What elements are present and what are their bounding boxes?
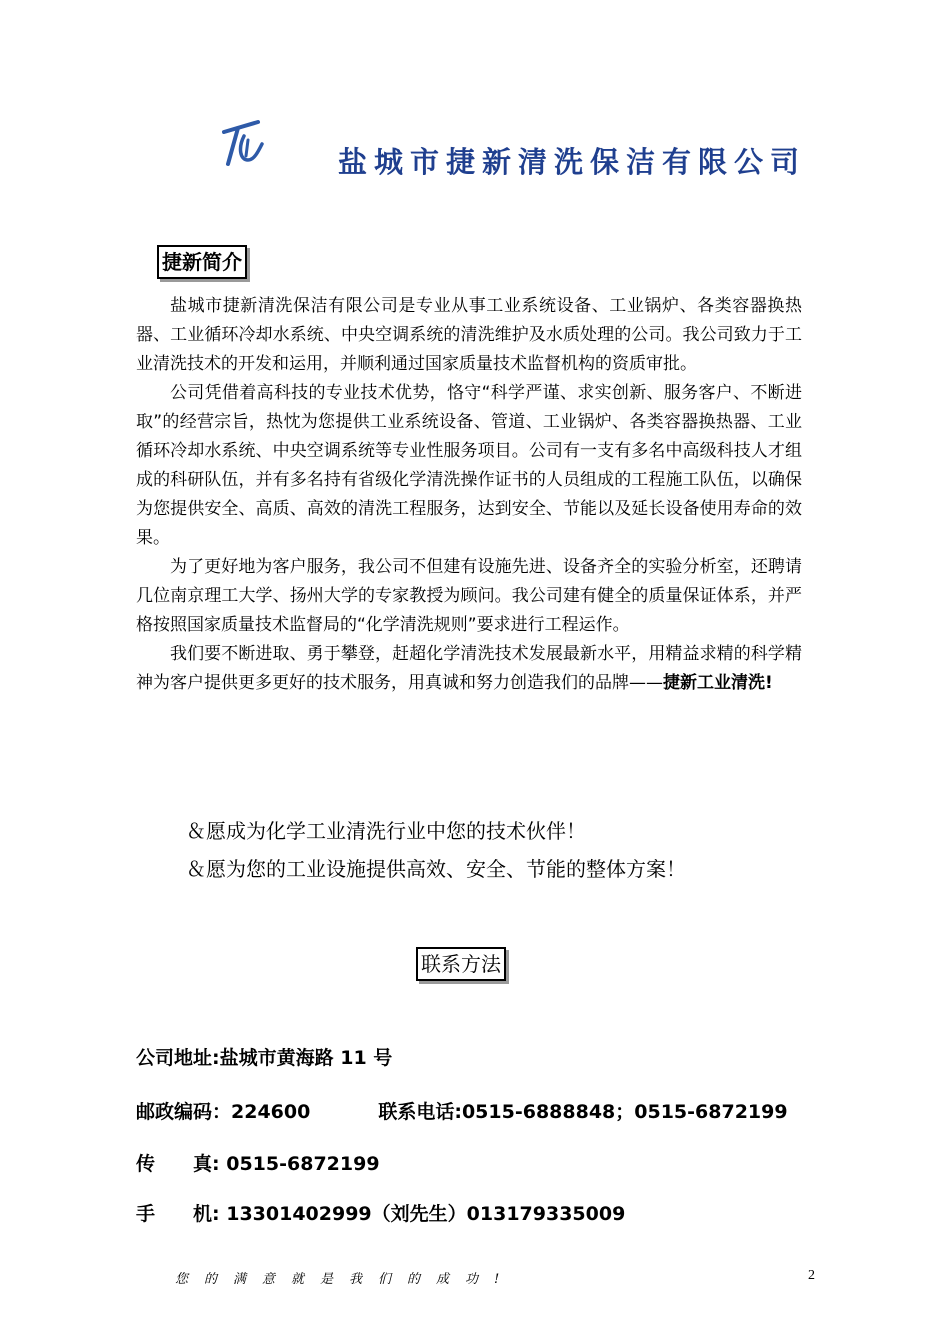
intro-body xyxy=(136,292,802,698)
page-number: 2 xyxy=(808,1268,815,1283)
company-logo-icon xyxy=(218,118,266,170)
address-label: 公司地址: xyxy=(136,1047,220,1069)
intro-paragraph xyxy=(136,640,802,698)
intro-closing-text: 我们要不断进取、勇于攀登，赶超化学清洗技术发展最新水平，用精益求精的科学精神为客户提供更多更好的技术服务，用真诚和努力创造我们的品牌—— xyxy=(136,644,802,693)
mobile-value: 13301402999（刘先生）013179335009 xyxy=(226,1203,626,1225)
intro-paragraph: 为了更好地为客户服务，我公司不但建有设施先进、设备齐全的实验分析室，还聘请几位南京理工大学、扬州大学的专家教授为顾问。我公司建有健全的质量保证体系，并严格按照国家质量技术监督局的“化学清洗规则”要求进行工程运作。 xyxy=(136,557,802,635)
postcode-label: 邮政编码： xyxy=(136,1101,232,1123)
slogan-item: ＆愿成为化学工业清洗行业中您的技术伙伴！ xyxy=(186,819,586,843)
phone-label: 联系电话: xyxy=(378,1101,462,1123)
mobile-row xyxy=(136,1199,625,1226)
footer-motto: 您的满意就是我们的成功! xyxy=(175,1272,516,1287)
contact-heading: 联系方法 xyxy=(416,947,506,981)
page-header xyxy=(218,118,818,188)
intro-heading: 捷新简介 xyxy=(157,245,247,279)
company-name: 盐城市捷新清洗保洁有限公司 xyxy=(338,145,807,179)
address-row xyxy=(136,1043,392,1070)
intro-paragraph: 公司凭借着高科技的专业技术优势，恪守“科学严谨、求实创新、服务客户、不断进取”的经营宗旨，热忱为您提供工业系统设备、管道、工业锅炉、各类容器换热器、工业循环冷却水系统、中央空调系统等专业性服务项目。公司有一支有多名中高级科技人才组成的科研队伍，并有多名持有省级化学清洗操作证书的人员组成的工程施工队伍，以确保为您提供安全、高质、高效的清洗工程服务，达到安全、节能以及延长设备使用寿命的效果。 xyxy=(136,383,802,548)
brand-name: 捷新工业清洗! xyxy=(663,673,773,693)
slogan-item: ＆愿为您的工业设施提供高效、安全、节能的整体方案！ xyxy=(186,857,686,881)
postcode-value: 224600 xyxy=(231,1101,311,1123)
fax-label: 传 真: xyxy=(136,1153,220,1175)
address-value: 盐城市黄海路 11 号 xyxy=(219,1047,393,1069)
fax-row xyxy=(136,1149,380,1176)
intro-paragraph: 盐城市捷新清洗保洁有限公司是专业从事工业系统设备、工业锅炉、各类容器换热器、工业循环冷却水系统、中央空调系统的清洗维护及水质处理的公司。我公司致力于工业清洗技术的开发和运用，并顺利通过国家质量技术监督机构的资质审批。 xyxy=(136,296,802,374)
slogan-list xyxy=(186,812,686,888)
fax-value: 0515-6872199 xyxy=(226,1153,380,1175)
mobile-label: 手 机: xyxy=(136,1203,220,1225)
phone-value: 0515-6888848；0515-6872199 xyxy=(461,1101,788,1123)
postcode-phone-row xyxy=(136,1097,788,1124)
